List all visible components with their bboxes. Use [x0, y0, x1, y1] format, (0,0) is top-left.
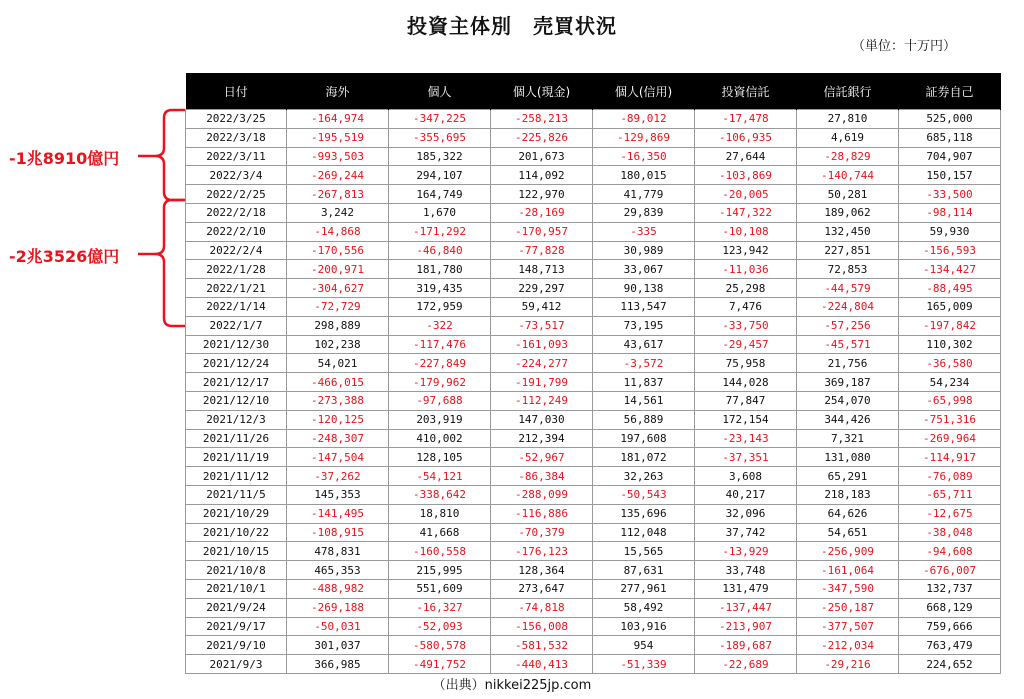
- table-row: [186, 579, 1001, 598]
- value-cell: 33,067: [593, 260, 695, 279]
- date-cell: 2021/11/26: [186, 429, 287, 448]
- table-row: [186, 260, 1001, 279]
- table-row: [186, 373, 1001, 392]
- date-cell: 2021/10/22: [186, 523, 287, 542]
- bracket-annotations: [0, 0, 185, 340]
- value-cell: 54,651: [797, 523, 899, 542]
- value-cell: 551,609: [389, 579, 491, 598]
- value-cell: 298,889: [287, 316, 389, 335]
- date-cell: 2022/3/11: [186, 147, 287, 166]
- value-cell: -103,869: [695, 166, 797, 185]
- value-cell: -170,957: [491, 222, 593, 241]
- value-cell: -65,998: [899, 391, 1001, 410]
- value-cell: 132,450: [797, 222, 899, 241]
- value-cell: 164,749: [389, 185, 491, 204]
- value-cell: -29,216: [797, 655, 899, 674]
- value-cell: -140,744: [797, 166, 899, 185]
- value-cell: 704,907: [899, 147, 1001, 166]
- value-cell: -355,695: [389, 128, 491, 147]
- date-cell: 2022/3/25: [186, 110, 287, 129]
- value-cell: 32,096: [695, 504, 797, 523]
- value-cell: 37,742: [695, 523, 797, 542]
- value-cell: -338,642: [389, 485, 491, 504]
- value-cell: -164,974: [287, 110, 389, 129]
- value-cell: -200,971: [287, 260, 389, 279]
- value-cell: 132,737: [899, 579, 1001, 598]
- value-cell: -44,579: [797, 279, 899, 298]
- date-cell: 2021/12/10: [186, 391, 287, 410]
- value-cell: -116,886: [491, 504, 593, 523]
- value-cell: 181,780: [389, 260, 491, 279]
- value-cell: 172,154: [695, 410, 797, 429]
- table-row: [186, 128, 1001, 147]
- value-cell: 273,647: [491, 579, 593, 598]
- value-cell: -273,388: [287, 391, 389, 410]
- column-header: 証券自己: [899, 73, 1001, 110]
- value-cell: 73,195: [593, 316, 695, 335]
- value-cell: 113,547: [593, 297, 695, 316]
- value-cell: 763,479: [899, 636, 1001, 655]
- value-cell: -491,752: [389, 655, 491, 674]
- value-cell: -23,143: [695, 429, 797, 448]
- date-cell: 2021/10/8: [186, 561, 287, 580]
- value-cell: -3,572: [593, 354, 695, 373]
- value-cell: -197,842: [899, 316, 1001, 335]
- value-cell: 254,070: [797, 391, 899, 410]
- value-cell: 301,037: [287, 636, 389, 655]
- value-cell: 465,353: [287, 561, 389, 580]
- value-cell: 478,831: [287, 542, 389, 561]
- value-cell: -258,213: [491, 110, 593, 129]
- value-cell: -347,225: [389, 110, 491, 129]
- value-cell: -134,427: [899, 260, 1001, 279]
- value-cell: 1,670: [389, 203, 491, 222]
- value-cell: 148,713: [491, 260, 593, 279]
- value-cell: -17,478: [695, 110, 797, 129]
- table-row: [186, 636, 1001, 655]
- table-row: [186, 316, 1001, 335]
- value-cell: -98,114: [899, 203, 1001, 222]
- value-cell: -212,034: [797, 636, 899, 655]
- value-cell: -73,517: [491, 316, 593, 335]
- value-cell: 77,847: [695, 391, 797, 410]
- value-cell: -29,457: [695, 335, 797, 354]
- value-cell: 32,263: [593, 467, 695, 486]
- value-cell: 277,961: [593, 579, 695, 598]
- value-cell: -141,495: [287, 504, 389, 523]
- value-cell: -38,048: [899, 523, 1001, 542]
- value-cell: 180,015: [593, 166, 695, 185]
- value-cell: 319,435: [389, 279, 491, 298]
- value-cell: -13,929: [695, 542, 797, 561]
- date-cell: 2021/12/3: [186, 410, 287, 429]
- value-cell: -676,007: [899, 561, 1001, 580]
- value-cell: -37,351: [695, 448, 797, 467]
- value-cell: -269,188: [287, 598, 389, 617]
- value-cell: -14,868: [287, 222, 389, 241]
- value-cell: -50,031: [287, 617, 389, 636]
- table-body: [186, 110, 1001, 674]
- value-cell: 229,297: [491, 279, 593, 298]
- value-cell: 201,673: [491, 147, 593, 166]
- value-cell: -10,108: [695, 222, 797, 241]
- value-cell: -52,093: [389, 617, 491, 636]
- value-cell: 172,959: [389, 297, 491, 316]
- value-cell: -160,558: [389, 542, 491, 561]
- value-cell: -54,121: [389, 467, 491, 486]
- date-cell: 2021/10/1: [186, 579, 287, 598]
- date-cell: 2021/10/29: [186, 504, 287, 523]
- value-cell: 21,756: [797, 354, 899, 373]
- value-cell: 114,092: [491, 166, 593, 185]
- value-cell: 668,129: [899, 598, 1001, 617]
- page-title: 投資主体別 売買状況: [407, 14, 617, 38]
- value-cell: 27,644: [695, 147, 797, 166]
- value-cell: 14,561: [593, 391, 695, 410]
- value-cell: 41,779: [593, 185, 695, 204]
- value-cell: 410,002: [389, 429, 491, 448]
- value-cell: -37,262: [287, 467, 389, 486]
- value-cell: 344,426: [797, 410, 899, 429]
- value-cell: -74,818: [491, 598, 593, 617]
- value-cell: 128,105: [389, 448, 491, 467]
- value-cell: -77,828: [491, 241, 593, 260]
- value-cell: -176,123: [491, 542, 593, 561]
- value-cell: -70,379: [491, 523, 593, 542]
- value-cell: 75,958: [695, 354, 797, 373]
- table-row: [186, 485, 1001, 504]
- value-cell: -179,962: [389, 373, 491, 392]
- value-cell: -22,689: [695, 655, 797, 674]
- value-cell: -269,964: [899, 429, 1001, 448]
- table-row: [186, 335, 1001, 354]
- table-row: [186, 655, 1001, 674]
- trading-table-container: [185, 73, 1000, 674]
- bracket-1: [155, 110, 185, 200]
- value-cell: 144,028: [695, 373, 797, 392]
- value-cell: -488,982: [287, 579, 389, 598]
- value-cell: -36,580: [899, 354, 1001, 373]
- value-cell: -72,729: [287, 297, 389, 316]
- table-row: [186, 429, 1001, 448]
- value-cell: -147,504: [287, 448, 389, 467]
- value-cell: -57,256: [797, 316, 899, 335]
- value-cell: -28,829: [797, 147, 899, 166]
- value-cell: -161,093: [491, 335, 593, 354]
- value-cell: 15,565: [593, 542, 695, 561]
- date-cell: 2021/9/10: [186, 636, 287, 655]
- value-cell: 131,080: [797, 448, 899, 467]
- table-row: [186, 203, 1001, 222]
- date-cell: 2022/2/4: [186, 241, 287, 260]
- table-row: [186, 297, 1001, 316]
- column-header: 個人(現金): [491, 73, 593, 110]
- value-cell: 128,364: [491, 561, 593, 580]
- table-row: [186, 504, 1001, 523]
- value-cell: -248,307: [287, 429, 389, 448]
- table-row: [186, 222, 1001, 241]
- value-cell: 227,851: [797, 241, 899, 260]
- value-cell: -117,476: [389, 335, 491, 354]
- table-row: [186, 241, 1001, 260]
- value-cell: -156,008: [491, 617, 593, 636]
- value-cell: 87,631: [593, 561, 695, 580]
- value-cell: -227,849: [389, 354, 491, 373]
- value-cell: 759,666: [899, 617, 1001, 636]
- value-cell: 112,048: [593, 523, 695, 542]
- value-cell: -466,015: [287, 373, 389, 392]
- value-cell: 103,916: [593, 617, 695, 636]
- date-cell: 2022/3/4: [186, 166, 287, 185]
- value-cell: 18,810: [389, 504, 491, 523]
- table-row: [186, 166, 1001, 185]
- table-row: [186, 561, 1001, 580]
- date-cell: 2021/11/5: [186, 485, 287, 504]
- source-credit: （出典）nikkei225jp.com: [432, 678, 592, 693]
- value-cell: 72,853: [797, 260, 899, 279]
- date-cell: 2022/2/18: [186, 203, 287, 222]
- value-cell: 122,970: [491, 185, 593, 204]
- value-cell: -170,556: [287, 241, 389, 260]
- value-cell: -108,915: [287, 523, 389, 542]
- value-cell: -377,507: [797, 617, 899, 636]
- value-cell: -322: [389, 316, 491, 335]
- date-cell: 2022/1/21: [186, 279, 287, 298]
- value-cell: 65,291: [797, 467, 899, 486]
- column-header: 海外: [287, 73, 389, 110]
- date-cell: 2022/3/18: [186, 128, 287, 147]
- value-cell: -28,169: [491, 203, 593, 222]
- value-cell: 29,839: [593, 203, 695, 222]
- table-row: [186, 523, 1001, 542]
- column-header: 日付: [186, 73, 287, 110]
- value-cell: -993,503: [287, 147, 389, 166]
- value-cell: 11,837: [593, 373, 695, 392]
- value-cell: 165,009: [899, 297, 1001, 316]
- value-cell: -224,277: [491, 354, 593, 373]
- value-cell: -16,327: [389, 598, 491, 617]
- annotation-label-1: -1兆8910億円: [9, 149, 120, 168]
- table-header-row: [186, 73, 1001, 110]
- date-cell: 2021/9/3: [186, 655, 287, 674]
- value-cell: 215,995: [389, 561, 491, 580]
- value-cell: 212,394: [491, 429, 593, 448]
- table-row: [186, 147, 1001, 166]
- value-cell: -225,826: [491, 128, 593, 147]
- value-cell: 145,353: [287, 485, 389, 504]
- table-row: [186, 110, 1001, 129]
- value-cell: 4,619: [797, 128, 899, 147]
- value-cell: 369,187: [797, 373, 899, 392]
- value-cell: -751,316: [899, 410, 1001, 429]
- value-cell: -33,750: [695, 316, 797, 335]
- value-cell: -156,593: [899, 241, 1001, 260]
- table-row: [186, 354, 1001, 373]
- value-cell: -114,917: [899, 448, 1001, 467]
- value-cell: 43,617: [593, 335, 695, 354]
- value-cell: -120,125: [287, 410, 389, 429]
- date-cell: 2021/11/12: [186, 467, 287, 486]
- value-cell: -88,495: [899, 279, 1001, 298]
- table-row: [186, 391, 1001, 410]
- value-cell: -106,935: [695, 128, 797, 147]
- value-cell: 59,930: [899, 222, 1001, 241]
- value-cell: -50,543: [593, 485, 695, 504]
- value-cell: 366,985: [287, 655, 389, 674]
- value-cell: -256,909: [797, 542, 899, 561]
- annotation-label-2: -2兆3526億円: [9, 247, 120, 266]
- value-cell: 685,118: [899, 128, 1001, 147]
- value-cell: -269,244: [287, 166, 389, 185]
- column-header: 信託銀行: [797, 73, 899, 110]
- value-cell: 25,298: [695, 279, 797, 298]
- column-header: 個人: [389, 73, 491, 110]
- value-cell: -89,012: [593, 110, 695, 129]
- date-cell: 2021/12/24: [186, 354, 287, 373]
- value-cell: 525,000: [899, 110, 1001, 129]
- value-cell: 3,242: [287, 203, 389, 222]
- value-cell: -76,089: [899, 467, 1001, 486]
- date-cell: 2021/9/24: [186, 598, 287, 617]
- table-row: [186, 598, 1001, 617]
- value-cell: 27,810: [797, 110, 899, 129]
- table-row: [186, 542, 1001, 561]
- value-cell: -171,292: [389, 222, 491, 241]
- value-cell: -581,532: [491, 636, 593, 655]
- value-cell: 135,696: [593, 504, 695, 523]
- value-cell: -195,519: [287, 128, 389, 147]
- value-cell: 954: [593, 636, 695, 655]
- value-cell: 7,321: [797, 429, 899, 448]
- column-header: 投資信託: [695, 73, 797, 110]
- table-row: [186, 185, 1001, 204]
- value-cell: -97,688: [389, 391, 491, 410]
- date-cell: 2022/1/14: [186, 297, 287, 316]
- bracket-2: [155, 200, 185, 326]
- value-cell: -45,571: [797, 335, 899, 354]
- value-cell: 197,608: [593, 429, 695, 448]
- value-cell: 7,476: [695, 297, 797, 316]
- value-cell: -129,869: [593, 128, 695, 147]
- value-cell: -12,675: [899, 504, 1001, 523]
- table-row: [186, 279, 1001, 298]
- value-cell: 40,217: [695, 485, 797, 504]
- value-cell: -33,500: [899, 185, 1001, 204]
- column-header: 個人(信用): [593, 73, 695, 110]
- value-cell: 3,608: [695, 467, 797, 486]
- date-cell: 2021/9/17: [186, 617, 287, 636]
- value-cell: -11,036: [695, 260, 797, 279]
- table-row: [186, 467, 1001, 486]
- unit-label: （単位：十万円）: [851, 39, 956, 54]
- value-cell: -189,687: [695, 636, 797, 655]
- value-cell: -46,840: [389, 241, 491, 260]
- table-row: [186, 410, 1001, 429]
- value-cell: -250,187: [797, 598, 899, 617]
- value-cell: 33,748: [695, 561, 797, 580]
- date-cell: 2021/12/30: [186, 335, 287, 354]
- value-cell: -304,627: [287, 279, 389, 298]
- value-cell: 50,281: [797, 185, 899, 204]
- value-cell: 294,107: [389, 166, 491, 185]
- value-cell: -224,804: [797, 297, 899, 316]
- value-cell: -335: [593, 222, 695, 241]
- value-cell: -86,384: [491, 467, 593, 486]
- value-cell: 147,030: [491, 410, 593, 429]
- value-cell: 54,021: [287, 354, 389, 373]
- value-cell: -16,350: [593, 147, 695, 166]
- value-cell: 185,322: [389, 147, 491, 166]
- value-cell: -580,578: [389, 636, 491, 655]
- date-cell: 2021/11/19: [186, 448, 287, 467]
- value-cell: 150,157: [899, 166, 1001, 185]
- value-cell: -440,413: [491, 655, 593, 674]
- value-cell: 189,062: [797, 203, 899, 222]
- value-cell: -112,249: [491, 391, 593, 410]
- value-cell: -347,590: [797, 579, 899, 598]
- value-cell: 90,138: [593, 279, 695, 298]
- value-cell: -65,711: [899, 485, 1001, 504]
- value-cell: 131,479: [695, 579, 797, 598]
- value-cell: 56,889: [593, 410, 695, 429]
- value-cell: -20,005: [695, 185, 797, 204]
- date-cell: 2022/1/28: [186, 260, 287, 279]
- value-cell: 218,183: [797, 485, 899, 504]
- value-cell: 203,919: [389, 410, 491, 429]
- date-cell: 2022/2/25: [186, 185, 287, 204]
- value-cell: -288,099: [491, 485, 593, 504]
- value-cell: 102,238: [287, 335, 389, 354]
- value-cell: 58,492: [593, 598, 695, 617]
- date-cell: 2022/1/7: [186, 316, 287, 335]
- value-cell: -51,339: [593, 655, 695, 674]
- value-cell: 224,652: [899, 655, 1001, 674]
- value-cell: -147,322: [695, 203, 797, 222]
- value-cell: 30,989: [593, 241, 695, 260]
- date-cell: 2021/10/15: [186, 542, 287, 561]
- value-cell: 41,668: [389, 523, 491, 542]
- value-cell: -267,813: [287, 185, 389, 204]
- value-cell: -52,967: [491, 448, 593, 467]
- value-cell: 181,072: [593, 448, 695, 467]
- value-cell: 59,412: [491, 297, 593, 316]
- value-cell: 123,942: [695, 241, 797, 260]
- date-cell: 2021/12/17: [186, 373, 287, 392]
- value-cell: -94,608: [899, 542, 1001, 561]
- value-cell: -191,799: [491, 373, 593, 392]
- table-row: [186, 617, 1001, 636]
- date-cell: 2022/2/10: [186, 222, 287, 241]
- table-row: [186, 448, 1001, 467]
- value-cell: 110,302: [899, 335, 1001, 354]
- value-cell: -137,447: [695, 598, 797, 617]
- value-cell: -213,907: [695, 617, 797, 636]
- value-cell: -161,064: [797, 561, 899, 580]
- value-cell: 54,234: [899, 373, 1001, 392]
- value-cell: 64,626: [797, 504, 899, 523]
- trading-table: [185, 73, 1001, 674]
